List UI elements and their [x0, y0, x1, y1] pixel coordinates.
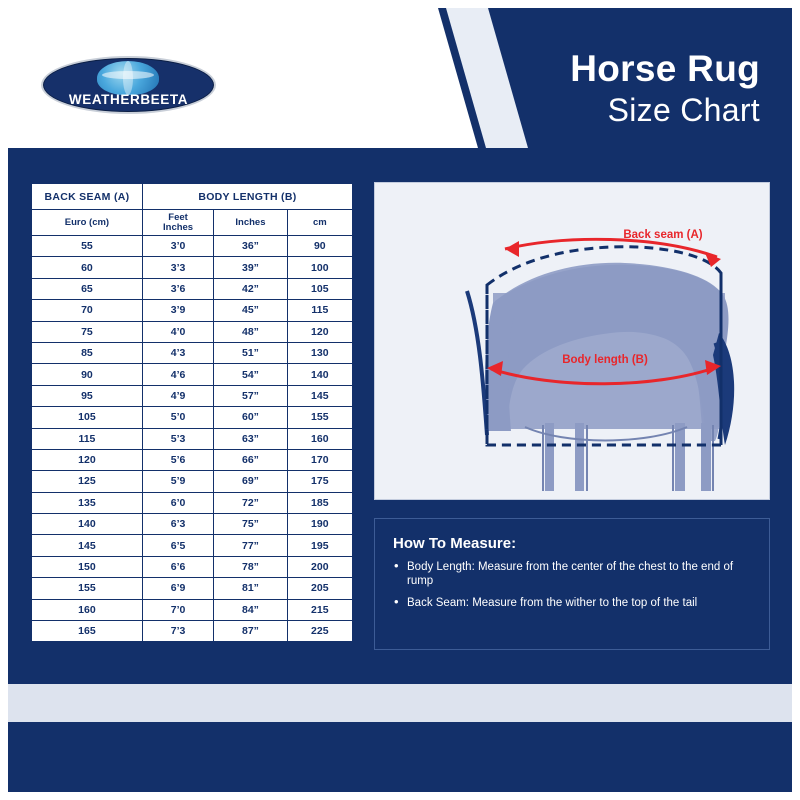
size-table-container	[30, 182, 354, 643]
table-group-header-row	[32, 184, 353, 210]
table-row	[32, 342, 353, 363]
table-cell: 6’6	[142, 556, 213, 577]
table-cell: 120	[287, 321, 352, 342]
table-cell: 84”	[214, 599, 287, 620]
table-row	[32, 300, 353, 321]
page-subtitle: Size Chart	[607, 92, 760, 128]
table-cell: 85	[32, 342, 143, 363]
horse-diagram	[375, 183, 771, 501]
measure-item-body-length: • Body Length: Measure from the center of the chest to the end of rump	[393, 560, 751, 588]
table-cell: 81”	[214, 578, 287, 599]
table-cell: 5’3	[142, 428, 213, 449]
measure-item-back-seam: • Back Seam: Measure from the wither to the top of the tail	[393, 596, 751, 610]
back-seam-label: Back seam (A)	[623, 229, 703, 241]
table-cell: 3’3	[142, 257, 213, 278]
table-cell: 45”	[214, 300, 287, 321]
table-cell: 51”	[214, 342, 287, 363]
logo-wordmark: WEATHERBEETA	[68, 92, 189, 107]
table-cell: 115	[32, 428, 143, 449]
table-cell: 48”	[214, 321, 287, 342]
table-cell: 4’0	[142, 321, 213, 342]
table-cell: 3’6	[142, 278, 213, 299]
table-cell: 4’9	[142, 385, 213, 406]
table-cell: 200	[287, 556, 352, 577]
table-cell: 115	[287, 300, 352, 321]
table-cell: 69”	[214, 471, 287, 492]
table-cell: 6’5	[142, 535, 213, 556]
weatherbeeta-logo	[41, 56, 216, 114]
table-row	[32, 578, 353, 599]
table-cell: 72”	[214, 492, 287, 513]
table-cell: 54”	[214, 364, 287, 385]
table-cell: 125	[32, 471, 143, 492]
table-cell: 6’3	[142, 514, 213, 535]
table-row	[32, 621, 353, 642]
table-cell: 7’3	[142, 621, 213, 642]
table-cell: 5’0	[142, 407, 213, 428]
table-cell: 60”	[214, 407, 287, 428]
subheader-cm: cm	[287, 210, 352, 236]
table-row	[32, 599, 353, 620]
globe-icon	[97, 61, 159, 95]
table-cell: 145	[287, 385, 352, 406]
table-cell: 190	[287, 514, 352, 535]
table-cell: 39”	[214, 257, 287, 278]
table-cell: 42”	[214, 278, 287, 299]
table-cell: 70	[32, 300, 143, 321]
table-cell: 225	[287, 621, 352, 642]
table-cell: 215	[287, 599, 352, 620]
table-cell: 3’0	[142, 236, 213, 257]
header-back-seam: BACK SEAM (A)	[32, 184, 143, 210]
table-cell: 105	[287, 278, 352, 299]
header-titles	[570, 48, 760, 130]
table-cell: 87”	[214, 621, 287, 642]
table-cell: 90	[32, 364, 143, 385]
table-cell: 63”	[214, 428, 287, 449]
table-cell: 105	[32, 407, 143, 428]
body-length-label: Body length (B)	[562, 354, 648, 366]
table-row	[32, 428, 353, 449]
table-row	[32, 514, 353, 535]
table-row	[32, 364, 353, 385]
table-cell: 75	[32, 321, 143, 342]
how-to-measure-title: How To Measure:	[393, 535, 517, 552]
table-row	[32, 449, 353, 470]
table-cell: 145	[32, 535, 143, 556]
table-cell: 150	[32, 556, 143, 577]
table-cell: 160	[32, 599, 143, 620]
table-cell: 90	[287, 236, 352, 257]
table-cell: 7’0	[142, 599, 213, 620]
footer-light-bar	[8, 684, 792, 722]
table-cell: 170	[287, 449, 352, 470]
table-cell: 4’6	[142, 364, 213, 385]
size-table-body	[32, 236, 353, 642]
table-row	[32, 471, 353, 492]
table-cell: 55	[32, 236, 143, 257]
table-cell: 3’9	[142, 300, 213, 321]
table-cell: 75”	[214, 514, 287, 535]
table-cell: 155	[32, 578, 143, 599]
table-cell: 120	[32, 449, 143, 470]
table-cell: 160	[287, 428, 352, 449]
table-cell: 135	[32, 492, 143, 513]
table-cell: 60	[32, 257, 143, 278]
table-cell: 78”	[214, 556, 287, 577]
table-row	[32, 492, 353, 513]
footer-navy-bar	[8, 722, 792, 792]
table-cell: 175	[287, 471, 352, 492]
table-cell: 66”	[214, 449, 287, 470]
table-sub-header-row	[32, 210, 353, 236]
table-cell: 140	[32, 514, 143, 535]
table-cell: 65	[32, 278, 143, 299]
table-cell: 100	[287, 257, 352, 278]
size-table-head	[32, 184, 353, 236]
table-cell: 77”	[214, 535, 287, 556]
subheader-feet-inches: Feet Inches	[142, 210, 213, 236]
horse-diagram-panel	[374, 182, 770, 500]
header-band	[8, 8, 792, 148]
table-cell: 195	[287, 535, 352, 556]
table-cell: 5’9	[142, 471, 213, 492]
table-cell: 4’3	[142, 342, 213, 363]
horse-neck-line	[467, 291, 487, 435]
table-row	[32, 257, 353, 278]
table-row	[32, 407, 353, 428]
how-to-measure-list	[393, 560, 751, 610]
table-cell: 5’6	[142, 449, 213, 470]
table-cell: 185	[287, 492, 352, 513]
table-cell: 6’0	[142, 492, 213, 513]
table-cell: 205	[287, 578, 352, 599]
table-cell: 36”	[214, 236, 287, 257]
table-cell: 57”	[214, 385, 287, 406]
table-row	[32, 236, 353, 257]
table-row	[32, 321, 353, 342]
table-row	[32, 535, 353, 556]
table-row	[32, 385, 353, 406]
table-cell: 140	[287, 364, 352, 385]
page-title: Horse Rug	[570, 48, 760, 89]
subheader-euro-cm: Euro (cm)	[32, 210, 143, 236]
table-cell: 130	[287, 342, 352, 363]
how-to-measure-panel	[374, 518, 770, 650]
table-row	[32, 556, 353, 577]
table-cell: 155	[287, 407, 352, 428]
header-body-length: BODY LENGTH (B)	[142, 184, 352, 210]
subheader-inches: Inches	[214, 210, 287, 236]
table-row	[32, 278, 353, 299]
size-table	[31, 183, 353, 642]
table-cell: 165	[32, 621, 143, 642]
table-cell: 95	[32, 385, 143, 406]
table-cell: 6’9	[142, 578, 213, 599]
